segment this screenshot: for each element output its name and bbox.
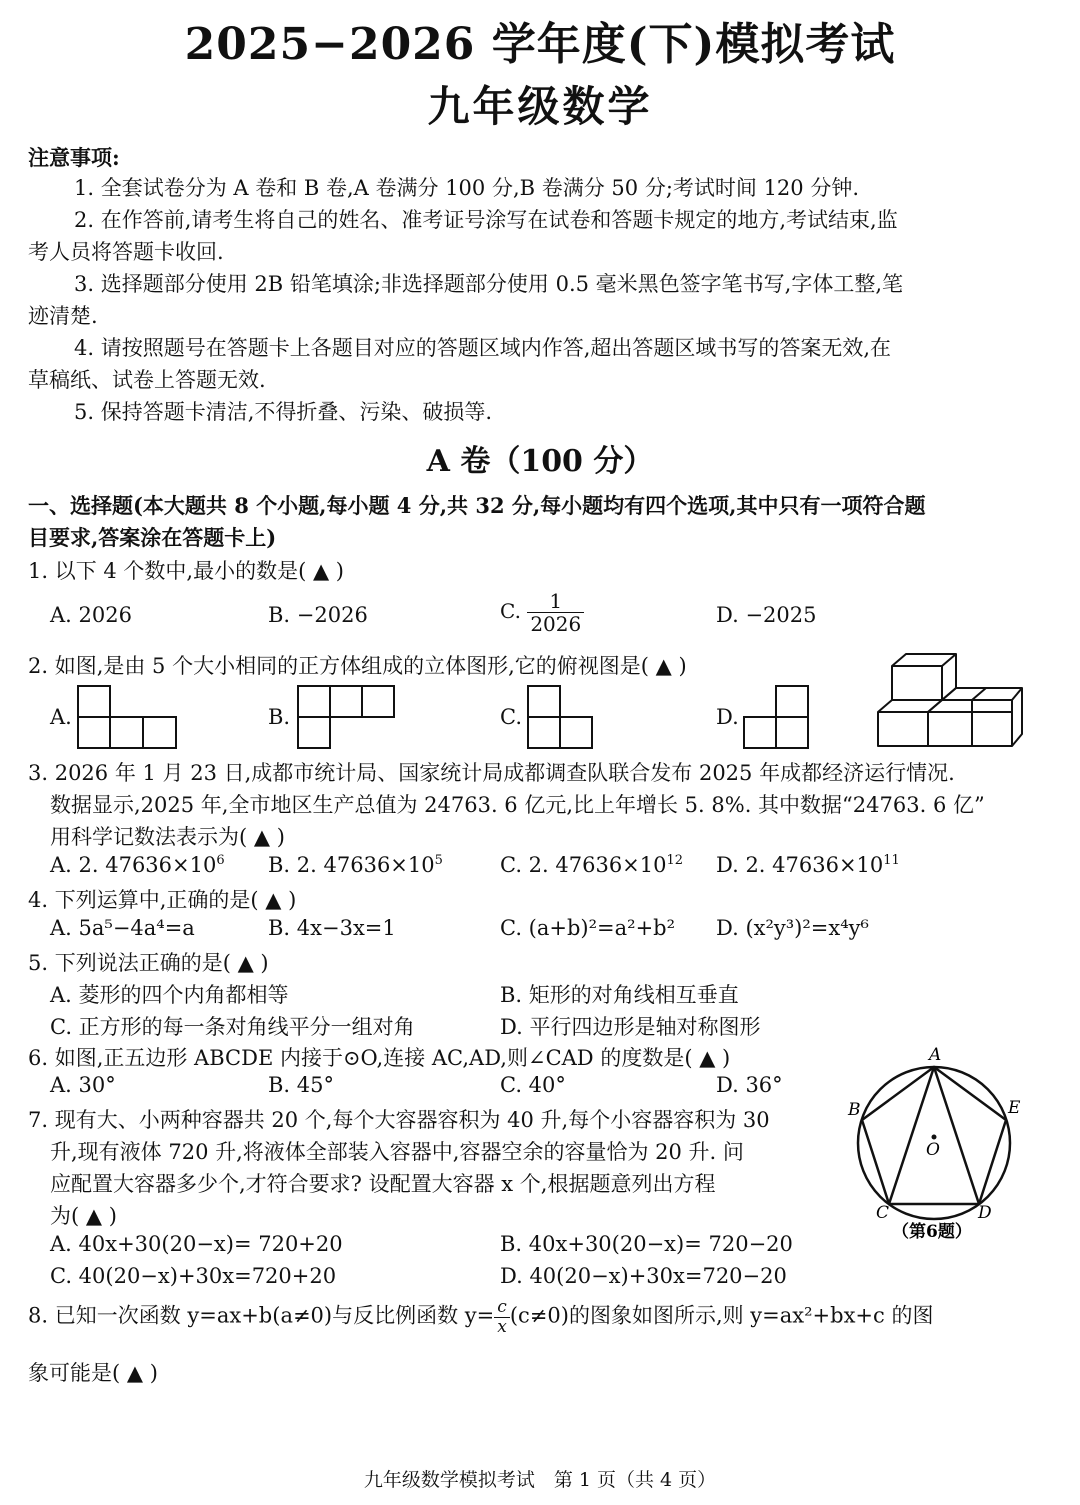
q2-option-d-figure bbox=[742, 684, 812, 750]
q2-option-c-figure bbox=[526, 684, 596, 750]
q8-text-part2: (c≠0)的图象如图所示,则 y=ax²+bx+c 的图 bbox=[509, 1303, 934, 1328]
q6-option-b: B. 45° bbox=[268, 1073, 335, 1097]
q3-option-a-exponent: 6 bbox=[216, 853, 225, 868]
q3-option-d-exponent: 11 bbox=[883, 853, 900, 868]
notice-line-2: 2. 在作答前,请考生将自己的姓名、准考证号涂写在试卷和答题卡规定的地方,考试结束,监 bbox=[74, 208, 898, 232]
q7-option-d: D. 40(20−x)+30x=720−20 bbox=[500, 1264, 787, 1288]
q3-option-c-exponent: 12 bbox=[666, 853, 684, 868]
q2-option-c: C. bbox=[500, 705, 522, 729]
section1-line1: 一、选择题(本大题共 8 个小题,每小题 4 分,共 32 分,每小题均有四个选项,其中只有一项符合题 bbox=[28, 493, 926, 518]
vertex-label-c: C bbox=[876, 1203, 890, 1223]
q7-option-a: A. 40x+30(20−x)= 720+20 bbox=[50, 1232, 343, 1256]
q8-fraction bbox=[494, 1298, 510, 1336]
q3-option-c-text: C. 2. 47636×10 bbox=[500, 853, 667, 877]
q6-option-d: D. 36° bbox=[716, 1073, 783, 1097]
q4-option-d: D. (x²y³)²=x⁴y⁶ bbox=[716, 916, 869, 940]
q2-option-b: B. bbox=[268, 705, 291, 729]
q6-stem: 6. 如图,正五边形 ABCDE 内接于⊙O,连接 AC,AD,则∠CAD 的度数是( ▲ ) bbox=[28, 1046, 731, 1070]
q3-option-b bbox=[268, 853, 443, 877]
q2-stem: 2. 如图,是由 5 个大小相同的正方体组成的立体图形,它的俯视图是( ▲ ) bbox=[28, 654, 687, 678]
q2-cube-solid-figure bbox=[872, 648, 1028, 752]
q7-line2: 升,现有液体 720 升,将液体全部装入容器中,容器空余的容量恰为 20 升. 问 bbox=[50, 1140, 744, 1164]
q6-option-a: A. 30° bbox=[50, 1073, 116, 1097]
center-point bbox=[932, 1135, 937, 1140]
q8-fraction-numerator: c bbox=[494, 1298, 510, 1318]
q4-option-a: A. 5a⁵−4a⁴=a bbox=[50, 916, 195, 940]
q1-c-numerator: 1 bbox=[527, 590, 584, 613]
q1-option-a: A. 2026 bbox=[50, 603, 132, 627]
q7-line3: 应配置大容器多少个,才符合要求? 设配置大容器 x 个,根据题意列出方程 bbox=[50, 1172, 716, 1196]
q8-line1 bbox=[28, 1298, 933, 1336]
page-footer: 九年级数学模拟考试 第 1 页（共 4 页） bbox=[363, 1469, 717, 1491]
notice-line-5: 迹清楚. bbox=[28, 304, 98, 328]
q2-option-b-figure bbox=[296, 684, 398, 750]
q3-option-d-text: D. 2. 47636×10 bbox=[716, 853, 884, 877]
q7-line1: 7. 现有大、小两种容器共 20 个,每个大容器容积为 40 升,每个小容器容积为 30 bbox=[28, 1108, 770, 1132]
q4-option-b: B. 4x−3x=1 bbox=[268, 916, 396, 940]
notice-line-7: 草稿纸、试卷上答题无效. bbox=[28, 368, 266, 392]
q1-stem: 1. 以下 4 个数中,最小的数是( ▲ ) bbox=[28, 559, 344, 583]
notice-line-8: 5. 保持答题卡清洁,不得折叠、污染、破损等. bbox=[74, 400, 493, 424]
q3-option-a bbox=[50, 853, 225, 877]
q7-option-c: C. 40(20−x)+30x=720+20 bbox=[50, 1264, 337, 1288]
q2-option-a: A. bbox=[50, 705, 72, 729]
q1-option-c-fraction bbox=[527, 590, 584, 635]
q6-figure-caption: （第6题） bbox=[892, 1222, 972, 1240]
vertex-label-e: E bbox=[1008, 1098, 1021, 1118]
q1-option-c bbox=[500, 590, 584, 635]
q5-stem: 5. 下列说法正确的是( ▲ ) bbox=[28, 951, 269, 975]
q8-text-part1: 8. 已知一次函数 y=ax+b(a≠0)与反比例函数 y= bbox=[28, 1303, 495, 1328]
q2-option-a-figure bbox=[76, 684, 180, 750]
q5-option-a: A. 菱形的四个内角都相等 bbox=[50, 983, 289, 1007]
q1-c-denominator: 2026 bbox=[530, 612, 582, 636]
q4-stem: 4. 下列运算中,正确的是( ▲ ) bbox=[28, 888, 297, 912]
q3-option-d bbox=[716, 853, 900, 877]
q8-fraction-denominator: x bbox=[497, 1316, 507, 1337]
q7-line4: 为( ▲ ) bbox=[50, 1204, 117, 1228]
q3-option-b-text: B. 2. 47636×10 bbox=[268, 853, 435, 877]
q3-line2: 数据显示,2025 年,全市地区生产总值为 24763. 6 亿元,比上年增长 5. 8%. 其中数据“24763. 6 亿” bbox=[50, 793, 985, 817]
notice-line-4: 3. 选择题部分使用 2B 铅笔填涂;非选择题部分使用 0.5 毫米黑色签字笔书写,字体工整,笔 bbox=[74, 272, 904, 296]
notice-line-6: 4. 请按照题号在答题卡上各题目对应的答题区域内作答,超出答题区域书写的答案无效,在 bbox=[74, 336, 892, 360]
q5-option-b: B. 矩形的对角线相互垂直 bbox=[500, 983, 739, 1007]
q8-line2: 象可能是( ▲ ) bbox=[28, 1361, 158, 1385]
notice-heading: 注意事项: bbox=[28, 145, 120, 170]
q5-option-d: D. 平行四边形是轴对称图形 bbox=[500, 1015, 761, 1039]
exam-title: 2025−2026 学年度(下)模拟考试 bbox=[184, 19, 896, 70]
exam-subtitle: 九年级数学 bbox=[427, 82, 653, 131]
q6-option-c: C. 40° bbox=[500, 1073, 566, 1097]
q4-option-c: C. (a+b)²=a²+b² bbox=[500, 916, 676, 940]
q3-line1: 3. 2026 年 1 月 23 日,成都市统计局、国家统计局成都调查队联合发布 2025 年成都经济运行情况. bbox=[28, 761, 955, 785]
q6-pentagon-circle-figure bbox=[842, 1040, 1032, 1240]
q2-option-d: D. bbox=[716, 705, 739, 729]
vertex-label-b: B bbox=[848, 1100, 861, 1120]
vertex-label-d: D bbox=[978, 1203, 992, 1223]
q1-option-d: D. −2025 bbox=[716, 603, 817, 627]
notice-line-3: 考人员将答题卡收回. bbox=[28, 240, 224, 264]
q3-option-c bbox=[500, 853, 683, 877]
q5-option-c: C. 正方形的每一条对角线平分一组对角 bbox=[50, 1015, 415, 1039]
q1-option-b: B. −2026 bbox=[268, 603, 368, 627]
center-label-o: O bbox=[926, 1140, 940, 1160]
q1-option-c-label: C. bbox=[500, 599, 521, 623]
q7-option-b: B. 40x+30(20−x)= 720−20 bbox=[500, 1232, 793, 1256]
q3-line3: 用科学记数法表示为( ▲ ) bbox=[50, 825, 285, 849]
section1-line2: 目要求,答案涂在答题卡上) bbox=[28, 525, 277, 550]
q3-option-a-text: A. 2. 47636×10 bbox=[50, 853, 217, 877]
volume-a-heading: A 卷（100 分） bbox=[426, 444, 654, 479]
vertex-label-a: A bbox=[929, 1045, 942, 1065]
q3-option-b-exponent: 5 bbox=[434, 853, 443, 868]
notice-line-1: 1. 全套试卷分为 A 卷和 B 卷,A 卷满分 100 分,B 卷满分 50 分;考试时间 120 分钟. bbox=[74, 176, 859, 200]
